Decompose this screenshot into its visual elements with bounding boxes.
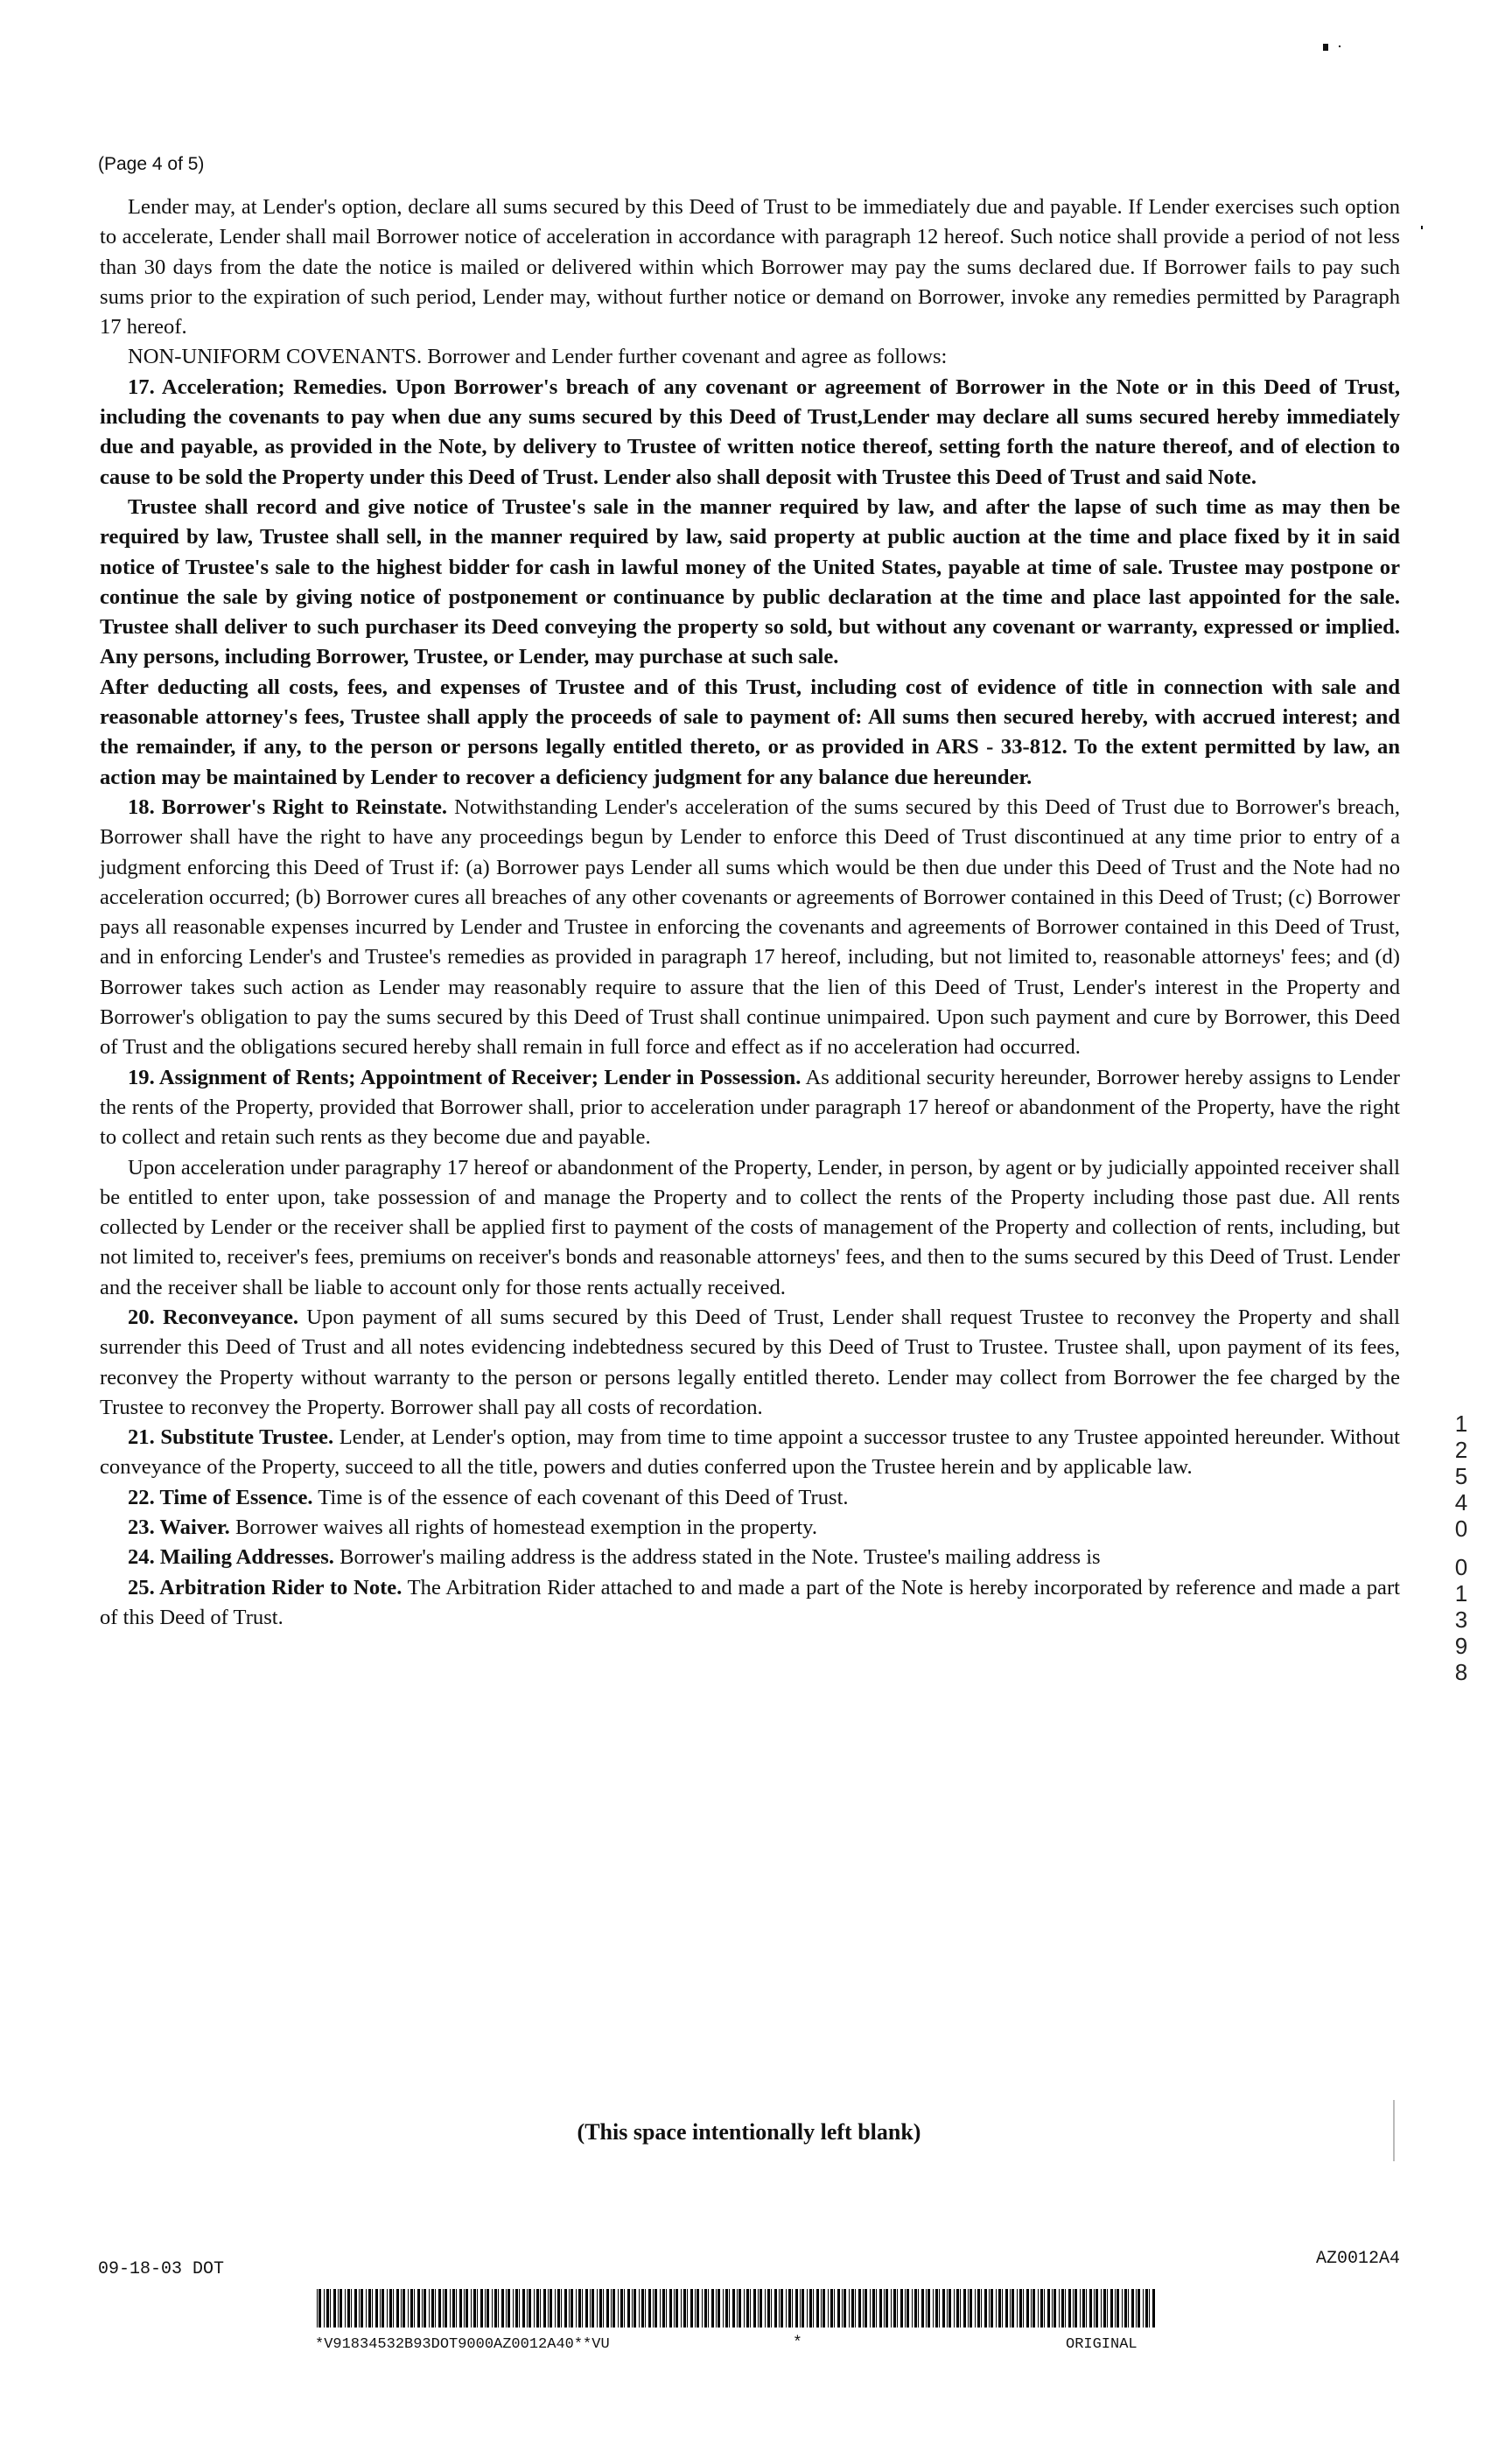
barcode-bar bbox=[597, 2289, 598, 2328]
barcode-bar bbox=[1128, 2289, 1129, 2328]
barcode-bar bbox=[645, 2289, 646, 2328]
barcode-bar bbox=[870, 2289, 871, 2328]
intentionally-blank-note: (This space intentionally left blank) bbox=[577, 2119, 921, 2145]
barcode-bar bbox=[401, 2289, 402, 2328]
barcode-bar bbox=[893, 2289, 896, 2328]
barcode-bar bbox=[676, 2289, 678, 2328]
barcode-bar bbox=[674, 2289, 675, 2328]
barcode-bar bbox=[821, 2289, 822, 2328]
barcode-bar bbox=[606, 2289, 609, 2328]
barcode-bar bbox=[570, 2289, 573, 2328]
barcode-bar bbox=[624, 2289, 625, 2328]
barcode-bar bbox=[372, 2289, 373, 2328]
barcode-bar bbox=[1047, 2289, 1050, 2328]
recording-digit: 8 bbox=[1454, 1659, 1468, 1685]
barcode-bar bbox=[830, 2289, 833, 2328]
barcode-bar bbox=[429, 2289, 430, 2328]
barcode-bar bbox=[1096, 2289, 1098, 2328]
barcode-bar bbox=[872, 2289, 875, 2328]
barcode-bar bbox=[585, 2289, 588, 2328]
barcode-bar bbox=[576, 2289, 577, 2328]
barcode-bar bbox=[858, 2289, 861, 2328]
barcode-bar bbox=[564, 2289, 567, 2328]
barcode-bar bbox=[666, 2289, 667, 2328]
barcode-bar bbox=[876, 2289, 877, 2328]
barcode-bar bbox=[897, 2289, 898, 2328]
barcode-bar bbox=[732, 2289, 735, 2328]
barcode-bar bbox=[981, 2289, 982, 2328]
barcode-bar bbox=[435, 2289, 436, 2328]
paragraph-acceleration-option: Lender may, at Lender's option, declare all sums secured by this Deed of Trust to be immediately due and payable. If Lender exercises such option to accelerate, Lender shall mail Borrower notice of acceleration in accordance with paragraph 12 hereof. Such notice shall provide a period of not less than 30 days from the date the notice is mailed or delivered within which Borrower may pay the sums declared due. If Borrower fails to pay such sums prior to the expiration of such period, Lender may, without further notice or demand on Borrower, invoke any remedies permitted by Paragraph 17 hereof. bbox=[100, 195, 1400, 340]
barcode-bar bbox=[1068, 2289, 1071, 2328]
document-barcode bbox=[317, 2289, 1157, 2328]
recording-digit: 1 bbox=[1454, 1580, 1468, 1606]
barcode-bar bbox=[1122, 2289, 1123, 2328]
barcode-bar bbox=[1138, 2289, 1140, 2328]
scan-speck bbox=[1393, 2100, 1395, 2161]
barcode-bar bbox=[1101, 2289, 1102, 2328]
barcode-bar bbox=[444, 2289, 447, 2328]
barcode-bar bbox=[760, 2289, 762, 2328]
barcode-bar bbox=[347, 2289, 350, 2328]
barcode-bar bbox=[424, 2289, 426, 2328]
barcode-bar bbox=[977, 2289, 980, 2328]
barcode-bar bbox=[1026, 2289, 1029, 2328]
barcode-star: * bbox=[793, 2334, 802, 2352]
page-number-label: (Page 4 of 5) bbox=[98, 154, 205, 174]
barcode-bar bbox=[402, 2289, 405, 2328]
barcode-bar bbox=[723, 2289, 724, 2328]
barcode-bar bbox=[578, 2289, 581, 2328]
barcode-bar bbox=[340, 2289, 342, 2328]
barcode-bar bbox=[767, 2289, 770, 2328]
barcode-bar bbox=[1005, 2289, 1008, 2328]
scan-speck bbox=[1323, 44, 1328, 51]
barcode-bar bbox=[711, 2289, 714, 2328]
barcode-bar bbox=[669, 2289, 672, 2328]
barcode-bar bbox=[786, 2289, 787, 2328]
barcode-bar bbox=[771, 2289, 772, 2328]
barcode-bar bbox=[1086, 2289, 1087, 2328]
barcode-bar bbox=[660, 2289, 661, 2328]
barcode-bar bbox=[318, 2289, 321, 2328]
barcode-bar bbox=[1107, 2289, 1108, 2328]
barcode-bar bbox=[611, 2289, 612, 2328]
barcode-bar bbox=[338, 2289, 339, 2328]
barcode-bar bbox=[417, 2289, 420, 2328]
barcode-bar bbox=[718, 2289, 720, 2328]
barcode-bar bbox=[466, 2289, 468, 2328]
barcode-bar bbox=[473, 2289, 476, 2328]
paragraph-trustee-sale: Trustee shall record and give notice of Trustee's sale in the manner required by law, and after the lapse of such time as may then be required by law, Trustee shall sell, in the manner required by law, said property at public auction at the time and place fixed by it in said notice of Trustee's sale to the highest bidder for cash in lawful money of the United States, payable at time of sale. Trustee may postpone or continue the sale by giving notice of postponement or continuance by public declaration at the time and place last appointed for the sale. Trustee shall deliver to such purchaser its Deed conveying the property so sold, but without any covenant or warranty, expressed or implied. Any persons, including Borrower, Trustee, or Lender, may purchase at such sale. bbox=[100, 494, 1400, 669]
barcode-bar bbox=[729, 2289, 730, 2328]
barcode-bar bbox=[654, 2289, 657, 2328]
barcode-bar bbox=[333, 2289, 336, 2328]
barcode-bar bbox=[1017, 2289, 1018, 2328]
barcode-bar bbox=[855, 2289, 856, 2328]
barcode-bar bbox=[935, 2289, 938, 2328]
barcode-bar bbox=[540, 2289, 541, 2328]
barcode-bar bbox=[1073, 2289, 1074, 2328]
barcode-bar bbox=[1010, 2289, 1011, 2328]
barcode-bar bbox=[1059, 2289, 1060, 2328]
barcode-bar bbox=[939, 2289, 940, 2328]
barcode-bar bbox=[963, 2289, 966, 2328]
barcode-bar bbox=[603, 2289, 604, 2328]
barcode-bar bbox=[639, 2289, 640, 2328]
recording-digit: 2 bbox=[1454, 1437, 1468, 1463]
barcode-bar bbox=[1054, 2289, 1056, 2328]
barcode-bar bbox=[795, 2289, 798, 2328]
barcode-bar bbox=[1012, 2289, 1014, 2328]
barcode-bar bbox=[744, 2289, 745, 2328]
barcode-bar bbox=[534, 2289, 535, 2328]
barcode-bar bbox=[954, 2289, 955, 2328]
barcode-bar bbox=[387, 2289, 388, 2328]
paragraph-21-substitute-trustee: 21. Substitute Trustee. Lender, at Lender's option, may from time to time appoint a successor trustee to any Trustee appointed hereunder. Without conveyance of the Property, succeed to all the title, powers and duties conferred upon the Trustee herein and by applicable law. bbox=[100, 1425, 1400, 1480]
barcode-bar bbox=[900, 2289, 903, 2328]
recording-digit: 5 bbox=[1454, 1463, 1468, 1489]
barcode-bar bbox=[906, 2289, 909, 2328]
barcode-bar bbox=[330, 2289, 331, 2328]
barcode-bar bbox=[1002, 2289, 1003, 2328]
barcode-bar bbox=[486, 2289, 489, 2328]
form-date-code: 09-18-03 DOT bbox=[98, 2259, 225, 2279]
paragraph-25-arbitration-rider: 25. Arbitration Rider to Note. The Arbitration Rider attached to and made a part of the Note is hereby incorporated by reference and made a part of this Deed of Trust. bbox=[100, 1575, 1400, 1629]
barcode-bar bbox=[758, 2289, 759, 2328]
paragraph-receiver-possession: Upon acceleration under paragraphy 17 hereof or abandonment of the Property, Lender, in person, by agent or by judicially appointed receiver shall be entitled to enter upon, take possession of and manage the Property and to collect the rents of the Property including those past due. All rents collected by Lender or the receiver shall be applied first to payment of the costs of management of the Property and collection of rents, including, but not limited to, receiver's fees, premiums on receiver's bonds and reasonable attorneys' fees, and then to the sums secured by this Deed of Trust. Lender and the receiver shall be liable to account only for those rents actually received. bbox=[100, 1155, 1400, 1299]
barcode-bar bbox=[519, 2289, 520, 2328]
barcode-bar bbox=[410, 2289, 413, 2328]
paragraph-24-mailing-addresses: 24. Mailing Addresses. Borrower's mailing address is the address stated in the Note. Trustee's mailing address is bbox=[128, 1545, 1101, 1570]
barcode-bar bbox=[1061, 2289, 1064, 2328]
recording-digit: 9 bbox=[1454, 1633, 1468, 1659]
deed-body-text bbox=[100, 192, 1400, 1633]
barcode-bar bbox=[599, 2289, 602, 2328]
barcode-bar bbox=[849, 2289, 850, 2328]
barcode-bar bbox=[368, 2289, 371, 2328]
form-id-code: AZ0012A4 bbox=[1315, 2249, 1400, 2269]
barcode-bar bbox=[933, 2289, 934, 2328]
barcode-bar bbox=[879, 2289, 882, 2328]
barcode-bar bbox=[687, 2289, 688, 2328]
barcode-bar bbox=[1124, 2289, 1127, 2328]
barcode-bar bbox=[851, 2289, 854, 2328]
barcode-bar bbox=[612, 2289, 615, 2328]
barcode-bar bbox=[990, 2289, 993, 2328]
barcode-bar bbox=[1065, 2289, 1066, 2328]
barcode-bar bbox=[477, 2289, 478, 2328]
barcode-bar bbox=[396, 2289, 399, 2328]
barcode-bar bbox=[1082, 2289, 1085, 2328]
barcode-bar bbox=[702, 2289, 703, 2328]
barcode-bar bbox=[450, 2289, 451, 2328]
barcode-bar bbox=[393, 2289, 394, 2328]
barcode-bar bbox=[1143, 2289, 1144, 2328]
original-label: ORIGINAL bbox=[1066, 2336, 1138, 2353]
barcode-bar bbox=[508, 2289, 510, 2328]
barcode-bar bbox=[891, 2289, 892, 2328]
barcode-bar bbox=[918, 2289, 919, 2328]
barcode-bar bbox=[956, 2289, 959, 2328]
barcode-bar bbox=[780, 2289, 783, 2328]
barcode-bar bbox=[1116, 2289, 1119, 2328]
barcode-bar bbox=[884, 2289, 885, 2328]
barcode-bar bbox=[648, 2289, 651, 2328]
barcode-bar bbox=[498, 2289, 499, 2328]
barcode-bar bbox=[480, 2289, 483, 2328]
barcode-bar bbox=[641, 2289, 644, 2328]
barcode-bar bbox=[360, 2289, 363, 2328]
barcode-bar bbox=[317, 2289, 318, 2328]
barcode-bar bbox=[1089, 2289, 1092, 2328]
barcode-bar bbox=[863, 2289, 864, 2328]
barcode-bar bbox=[438, 2289, 441, 2328]
paragraph-sale-proceeds: After deducting all costs, fees, and expenses of Trustee and of this Trust, including cost of evidence of title in connection with sale and reasonable attorney's fees, Trustee shall apply the proceeds of sale to payment of: All sums then secured hereby, with accrued interest; and the remainder, if any, to the person or persons legally entitled thereto, or as provided in ARS - 33-812. To the extent permitted by law, an action may be maintained by Lender to recover a deficiency judgment for any balance due hereunder. bbox=[100, 675, 1400, 789]
barcode-bar bbox=[970, 2289, 972, 2328]
barcode-bar bbox=[1019, 2289, 1022, 2328]
barcode-bar bbox=[515, 2289, 518, 2328]
barcode-bar bbox=[725, 2289, 728, 2328]
barcode-bar bbox=[968, 2289, 969, 2328]
paragraph-17-acceleration-remedies: 17. Acceleration; Remedies. Upon Borrower's breach of any covenant or agreement of Borrower in the Note or in this Deed of Trust, including the covenants to pay when due any sums secured by this Deed of Trust,Lender may declare all sums secured hereby immediately due and payable, as provided in the Note, by delivery to Trustee of written notice thereof, setting forth the nature thereof, and of election to cause to be sold the Property under this Deed of Trust. Lender also shall deposit with Trustee this Deed of Trust and said Note. bbox=[100, 374, 1400, 489]
barcode-bar bbox=[634, 2289, 636, 2328]
barcode-bar bbox=[996, 2289, 997, 2328]
barcode-bar bbox=[905, 2289, 906, 2328]
barcode-bar bbox=[1094, 2289, 1095, 2328]
barcode-bar bbox=[696, 2289, 699, 2328]
barcode-bar bbox=[456, 2289, 457, 2328]
barcode-bar bbox=[528, 2289, 531, 2328]
barcode-bar bbox=[382, 2289, 384, 2328]
barcode-bar bbox=[737, 2289, 738, 2328]
barcode-bar bbox=[414, 2289, 415, 2328]
barcode-bar bbox=[1040, 2289, 1043, 2328]
barcode-bar bbox=[942, 2289, 945, 2328]
barcode-bar bbox=[590, 2289, 591, 2328]
barcode-bar bbox=[912, 2289, 913, 2328]
barcode-bar bbox=[683, 2289, 686, 2328]
barcode-bar bbox=[632, 2289, 633, 2328]
barcode-bar bbox=[389, 2289, 392, 2328]
barcode-bar bbox=[1031, 2289, 1032, 2328]
recording-digit: 0 bbox=[1454, 1516, 1468, 1542]
paragraph-20-reconveyance: 20. Reconveyance. Upon payment of all sums secured by this Deed of Trust, Lender shall request Trustee to reconvey the Property and shall surrender this Deed of Trust and all notes evidencing indebtedness secured by this Deed of Trust to Trustee. Trustee shall, upon payment of its fees, reconvey the Property without warranty to the person or persons legally entitled thereto. Lender may collect from Borrower the fee charged by the Trustee to reconvey the Property. Borrower shall pay all costs of recordation. bbox=[100, 1305, 1400, 1419]
barcode-bar bbox=[690, 2289, 693, 2328]
barcode-bar bbox=[788, 2289, 791, 2328]
barcode-bar bbox=[459, 2289, 462, 2328]
barcode-bar bbox=[792, 2289, 793, 2328]
barcode-bar bbox=[960, 2289, 961, 2328]
barcode-bar bbox=[443, 2289, 444, 2328]
barcode-bar bbox=[779, 2289, 780, 2328]
barcode-bar bbox=[809, 2289, 812, 2328]
barcode-bar bbox=[802, 2289, 804, 2328]
barcode-bar bbox=[1074, 2289, 1077, 2328]
barcode-bar bbox=[1080, 2289, 1081, 2328]
barcode-bar bbox=[1044, 2289, 1045, 2328]
barcode-bar bbox=[813, 2289, 814, 2328]
barcode-bar bbox=[975, 2289, 976, 2328]
barcode-bar bbox=[618, 2289, 619, 2328]
barcode-bar bbox=[620, 2289, 623, 2328]
barcode-bar bbox=[926, 2289, 927, 2328]
barcode-bar bbox=[948, 2289, 951, 2328]
barcode-bar bbox=[1052, 2289, 1053, 2328]
barcode-bar bbox=[998, 2289, 1001, 2328]
paragraph-18-right-to-reinstate: 18. Borrower's Right to Reinstate. Notwithstanding Lender's acceleration of the sums secured by this Deed of Trust due to Borrower's breach, Borrower shall have the right to have any proceedings begun by Lender to enforce this Deed of Trust discontinued at any time prior to entry of a judgment enforcing this Deed of Trust if: (a) Borrower pays Lender all sums which would be then due under this Deed of Trust and the Note had no acceleration occurred; (b) Borrower cures all breaches of any other covenants or agreements of Borrower contained in this Deed of Trust; (c) Borrower pays all reasonable expenses incurred by Lender and Trustee in enforcing the covenants and agreements of Borrower contained in this Deed of Trust, and in enforcing Lender's and Trustee's remedies as provided in paragraph 17 hereof, including, but not limited to, reasonable attorneys' fees; and (d) Borrower takes such action as Lender may reasonably require to assure that the lien of this Deed of Trust, Lender's interest in the Property and Borrower's obligation to pay the sums secured by this Deed of Trust shall continue unimpaired. Upon such payment and cure by Borrower, this Deed of Trust and the obligations secured hereby shall remain in full force and effect as if no acceleration had occurred. bbox=[100, 794, 1400, 1060]
barcode-bar bbox=[561, 2289, 562, 2328]
barcode-bar bbox=[695, 2289, 696, 2328]
barcode-bar bbox=[816, 2289, 819, 2328]
barcode-bar bbox=[834, 2289, 835, 2328]
barcode-caption: *V91834532B93DOT9000AZ0012A40**VU bbox=[315, 2336, 610, 2353]
barcode-bar bbox=[354, 2289, 357, 2328]
barcode-bar bbox=[1115, 2289, 1116, 2328]
barcode-bar bbox=[984, 2289, 987, 2328]
barcode-bar bbox=[1032, 2289, 1035, 2328]
barcode-bar bbox=[989, 2289, 990, 2328]
barcode-bar bbox=[886, 2289, 888, 2328]
barcode-bar bbox=[1023, 2289, 1024, 2328]
barcode-bar bbox=[592, 2289, 594, 2328]
barcode-bar bbox=[471, 2289, 472, 2328]
barcode-bar bbox=[765, 2289, 766, 2328]
barcode-bar bbox=[324, 2289, 325, 2328]
recording-number-vertical bbox=[1446, 1410, 1477, 1685]
barcode-bar bbox=[536, 2289, 539, 2328]
recording-digit: 3 bbox=[1454, 1606, 1468, 1633]
barcode-bar bbox=[431, 2289, 434, 2328]
barcode-bar bbox=[653, 2289, 654, 2328]
barcode-bar bbox=[492, 2289, 493, 2328]
barcode-bar bbox=[569, 2289, 570, 2328]
barcode-bar bbox=[774, 2289, 777, 2328]
barcode-bar bbox=[662, 2289, 665, 2328]
barcode-bar bbox=[928, 2289, 930, 2328]
paragraph-19-assignment-of-rents: 19. Assignment of Rents; Appointment of Receiver; Lender in Possession. As additional security hereunder, Borrower hereby assigns to Lender the rents of the Property, provided that Borrower shall, prior to acceleration under paragraph 17 hereof or abandonment of the Property, have the right to collect and retain such rents as they become due and payable. bbox=[100, 1065, 1400, 1150]
barcode-bar bbox=[351, 2289, 352, 2328]
barcode-bar bbox=[1038, 2289, 1039, 2328]
barcode-bar bbox=[326, 2289, 329, 2328]
scan-speck bbox=[1339, 46, 1340, 47]
barcode-bar bbox=[366, 2289, 367, 2328]
barcode-bar bbox=[485, 2289, 486, 2328]
barcode-bar bbox=[842, 2289, 843, 2328]
paragraph-non-uniform-covenants: NON-UNIFORM COVENANTS. Borrower and Lender further covenant and agree as follows: bbox=[128, 345, 948, 369]
barcode-bar bbox=[557, 2289, 560, 2328]
barcode-bar bbox=[627, 2289, 630, 2328]
barcode-bar bbox=[464, 2289, 465, 2328]
paragraph-22-time-of-essence: 22. Time of Essence. Time is of the essence of each covenant of this Deed of Trust. bbox=[128, 1485, 849, 1509]
barcode-bar bbox=[408, 2289, 409, 2328]
barcode-bar bbox=[527, 2289, 528, 2328]
barcode-bar bbox=[800, 2289, 801, 2328]
barcode-bar bbox=[375, 2289, 378, 2328]
barcode-bar bbox=[1149, 2289, 1150, 2328]
barcode-bar bbox=[1152, 2289, 1155, 2328]
barcode-bar bbox=[452, 2289, 455, 2328]
barcode-bar bbox=[506, 2289, 507, 2328]
paragraph-23-waiver: 23. Waiver. Borrower waives all rights of homestead exemption in the property. bbox=[128, 1516, 817, 1540]
barcode-bar bbox=[513, 2289, 514, 2328]
barcode-bar bbox=[921, 2289, 924, 2328]
barcode-bar bbox=[746, 2289, 749, 2328]
barcode-bar bbox=[947, 2289, 948, 2328]
recording-digit: 1 bbox=[1454, 1410, 1468, 1437]
barcode-bar bbox=[1103, 2289, 1106, 2328]
barcode-bar bbox=[422, 2289, 423, 2328]
barcode-bar bbox=[681, 2289, 682, 2328]
recording-digit: 0 bbox=[1454, 1554, 1468, 1580]
barcode-bar bbox=[750, 2289, 751, 2328]
barcode-bar bbox=[822, 2289, 825, 2328]
barcode-bar bbox=[716, 2289, 717, 2328]
barcode-bar bbox=[738, 2289, 741, 2328]
barcode-bar bbox=[380, 2289, 381, 2328]
barcode-bar bbox=[494, 2289, 497, 2328]
barcode-bar bbox=[522, 2289, 525, 2328]
barcode-bar bbox=[807, 2289, 808, 2328]
barcode-bar bbox=[345, 2289, 346, 2328]
barcode-bar bbox=[708, 2289, 709, 2328]
barcode-bar bbox=[828, 2289, 829, 2328]
barcode-bar bbox=[582, 2289, 583, 2328]
scan-speck bbox=[1421, 226, 1423, 229]
barcode-bar bbox=[555, 2289, 556, 2328]
barcode-bar bbox=[704, 2289, 707, 2328]
barcode-bar bbox=[1136, 2289, 1137, 2328]
barcode-bar bbox=[1145, 2289, 1148, 2328]
barcode-bar bbox=[914, 2289, 917, 2328]
barcode-bar bbox=[844, 2289, 846, 2328]
barcode-bar bbox=[550, 2289, 552, 2328]
barcode-bar bbox=[548, 2289, 549, 2328]
barcode-bar bbox=[501, 2289, 504, 2328]
barcode-bar bbox=[543, 2289, 546, 2328]
barcode-bar bbox=[1131, 2289, 1134, 2328]
barcode-bar bbox=[1110, 2289, 1113, 2328]
barcode-bar bbox=[837, 2289, 840, 2328]
barcode-bar bbox=[753, 2289, 756, 2328]
recording-digit: 4 bbox=[1454, 1489, 1468, 1516]
barcode-bar bbox=[359, 2289, 360, 2328]
barcode-bar bbox=[864, 2289, 867, 2328]
